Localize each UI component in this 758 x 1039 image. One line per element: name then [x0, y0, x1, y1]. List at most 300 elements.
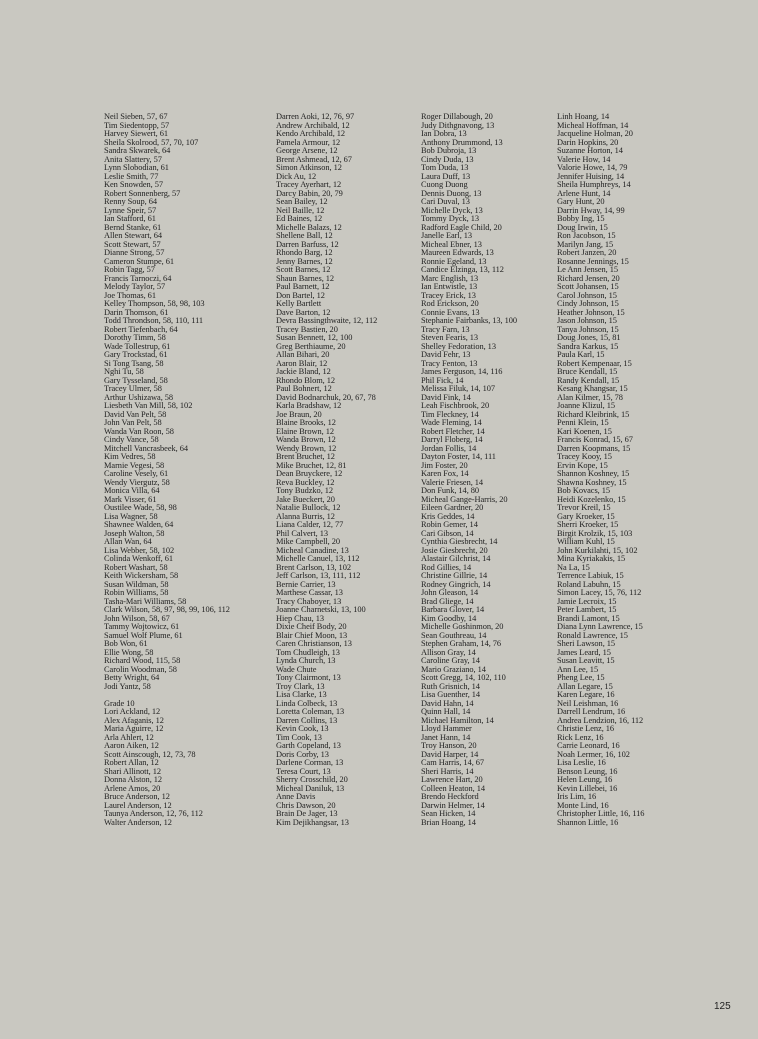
- index-entry: Darin Hopkins, 20: [557, 137, 619, 147]
- index-entry: Darwin Helmer, 14: [421, 800, 485, 810]
- index-entry: Robert Tiefenbach, 64: [104, 324, 178, 334]
- index-entry: Chris Dawson, 20: [276, 800, 336, 810]
- index-column-2: [276, 113, 377, 827]
- index-entry: Micheal Canadine, 13: [276, 545, 349, 555]
- index-entry: Robert Sonnenberg, 57: [104, 188, 181, 198]
- index-entry: John Kurkilahti, 15, 102: [557, 545, 638, 555]
- index-entry: Mina Kyriakakis, 15: [557, 554, 626, 563]
- index-entry: Joseph Walton, 58: [104, 528, 165, 538]
- page-number: 125: [714, 1001, 731, 1012]
- index-entry: Alan Kilmer, 15, 78: [557, 392, 623, 402]
- index-entry: Cindy Johnson, 15: [557, 299, 619, 308]
- index-entry: Kari Koenen, 15: [557, 426, 612, 436]
- index-entry: Caroline Vesely, 61: [104, 469, 169, 478]
- index-entry: Na La, 15: [557, 562, 590, 572]
- index-entry: Roger Dillabough, 20: [421, 112, 493, 121]
- index-entry: Dorothy Timm, 58: [104, 333, 166, 342]
- index-entry: Samuel Wolf Plume, 61: [104, 630, 183, 640]
- index-entry: Kelley Thompson, 58, 98, 103: [104, 299, 205, 308]
- index-entry: Michael Hamilton, 14: [421, 715, 494, 725]
- index-entry: Gary Hunt, 20: [557, 197, 605, 206]
- index-entry: Bob Dubroja, 13: [421, 146, 477, 155]
- index-entry: Darryl Floberg, 14: [421, 435, 483, 444]
- index-entry: Mike Campbell, 20: [276, 537, 341, 546]
- index-entry: Valerie Friesen, 14: [421, 477, 484, 487]
- index-entry: Jason Johnson, 15: [557, 316, 617, 325]
- index-entry: Dayton Foster, 14, 111: [421, 452, 496, 461]
- index-column-4: [557, 113, 644, 827]
- index-entry: Brendo Heckford: [421, 792, 479, 801]
- index-entry: Dixie Cheif Body, 20: [276, 622, 347, 631]
- index-entry: Shellene Ball, 12: [276, 231, 333, 240]
- index-entry: Taunya Anderson, 12, 76, 112: [104, 809, 203, 818]
- index-entry: Christie Lenz, 16: [557, 724, 615, 733]
- index-entry: Dave Barton, 12: [276, 307, 331, 317]
- index-entry: Tracey Bastien, 20: [276, 324, 338, 334]
- index-entry: Walter Anderson, 12: [104, 817, 172, 827]
- index-entry: Ellie Wong, 58: [104, 647, 154, 657]
- index-entry: Christine Gillrie, 14: [421, 571, 488, 580]
- index-entry: Gary Tysseland, 58: [104, 375, 168, 385]
- index-entry: Liana Calder, 12, 77: [276, 520, 344, 529]
- index-entry: Lisa Guenther, 14: [421, 690, 481, 699]
- index-entry: Janelle Earl, 13: [421, 231, 473, 240]
- index-entry: Le Ann Jensen, 15: [557, 265, 619, 274]
- index-entry: Rick Lenz, 16: [557, 732, 604, 742]
- index-entry: Leslie Smith, 77: [104, 171, 159, 181]
- index-entry: Jacqueline Holman, 20: [557, 129, 633, 138]
- index-entry: Dianne Strong, 57: [104, 248, 165, 257]
- index-entry: Doug Jones, 15, 81: [557, 333, 621, 342]
- index-entry: Arlene Hunt, 14: [557, 188, 611, 198]
- index-entry: Ruth Grisnich, 14: [421, 681, 480, 691]
- index-entry: Kesang Khangsar, 15: [557, 384, 628, 393]
- index-entry: Allan Bihari, 20: [276, 350, 330, 359]
- index-entry: Rod Erickson, 20: [421, 299, 479, 308]
- index-column-3: [421, 113, 517, 827]
- index-entry: Arla Ahlert, 12: [104, 732, 154, 742]
- index-entry: Carolin Woodman, 58: [104, 664, 177, 674]
- index-entry: Paula Karl, 15: [557, 350, 605, 359]
- index-entry: Monte Lind, 16: [557, 800, 609, 810]
- index-entry: Tom Chudleigh, 13: [276, 647, 340, 657]
- index-entry: Francis Konrad, 15, 67: [557, 435, 633, 444]
- index-entry: Robert Washart, 58: [104, 562, 168, 572]
- index-entry: Micheal Gange-Harris, 20: [421, 494, 508, 504]
- index-entry: Colleen Heaton, 14: [421, 783, 485, 793]
- index-entry: Sandra Skwarek, 64: [104, 146, 171, 155]
- index-entry: Lynda Church, 13: [276, 656, 336, 665]
- index-entry: Pamela Armour, 12: [276, 137, 341, 147]
- index-entry: Brian Hoang, 14: [421, 817, 476, 827]
- index-entry: Lisa Clarke, 13: [276, 690, 327, 699]
- index-entry: Jackie Bland, 12: [276, 367, 331, 376]
- index-entry: Allison Gray, 14: [421, 647, 476, 657]
- index-entry: Wade Fleming, 14: [421, 418, 482, 427]
- index-entry: Kendo Archibald, 12: [276, 129, 346, 138]
- index-entry: Quinn Hall, 14: [421, 707, 471, 716]
- index-entry: Darin Thomson, 61: [104, 307, 169, 317]
- index-entry: David Bodnarchuk, 20, 67, 78: [276, 392, 376, 402]
- index-entry: Darlene Corman, 13: [276, 758, 344, 767]
- index-entry: James Ferguson, 14, 116: [421, 367, 503, 376]
- index-entry: Doug Irwin, 15: [557, 222, 608, 232]
- index-entry: Jeff Carlson, 13, 111, 112: [276, 571, 361, 580]
- index-entry: Betty Wright, 64: [104, 673, 160, 682]
- index-entry: Karen Legare, 16: [557, 690, 615, 699]
- index-entry: Aaron Aiken, 12: [104, 741, 159, 750]
- index-entry: Reva Buckley, 12: [276, 477, 335, 487]
- index-entry: Suzanne Horton, 14: [557, 146, 623, 155]
- index-entry: Valorie Howe, 14, 79: [557, 163, 628, 172]
- index-entry: Robert Allan, 12: [104, 758, 159, 767]
- index-entry: Bob Kovacs, 15: [557, 486, 611, 495]
- index-entry: Sheri Lawson, 15: [557, 639, 616, 648]
- index-entry: Andrea Lendzion, 16, 112: [557, 715, 644, 725]
- index-entry: Simon Lacey, 15, 76, 112: [557, 588, 642, 597]
- index-entry: Rhondo Blom, 12: [276, 375, 336, 385]
- index-entry: Darren Collins, 13: [276, 715, 338, 725]
- index-entry: Caroline Gray, 14: [421, 656, 480, 665]
- index-entry: Robin Gemer, 14: [421, 520, 478, 529]
- index-entry: Doris Corby, 13: [276, 749, 329, 759]
- index-entry: Sean Bailey, 12: [276, 197, 328, 206]
- index-entry: Jim Foster, 20: [421, 460, 468, 470]
- index-entry: Shelley Fedoration, 13: [421, 341, 496, 351]
- index-entry: Ed Baines, 12: [276, 214, 323, 223]
- index-entry: Pheng Lee, 15: [557, 673, 605, 682]
- index-entry: Sheri Harris, 14: [421, 766, 474, 776]
- index-entry: Robin Williams, 58: [104, 588, 169, 597]
- index-entry: Michelle Goshinmon, 20: [421, 622, 504, 631]
- index-entry: Helen Leung, 16: [557, 775, 613, 784]
- index-entry: Shannon Koshney, 15: [557, 469, 630, 478]
- index-entry: Sandra Karkus, 15: [557, 341, 619, 351]
- index-entry: Diana Lynn Lawrence, 15: [557, 622, 643, 631]
- index-entry: Bernd Stanke, 61: [104, 222, 162, 232]
- index-entry: Valerie How, 14: [557, 154, 611, 164]
- index-entry: Micheal Hoffman, 14: [557, 120, 629, 130]
- index-entry: Nghi Tu, 58: [104, 367, 144, 376]
- index-entry: Brent Ashmead, 12, 67: [276, 154, 352, 164]
- index-entry: George Arsene, 12: [276, 146, 338, 155]
- index-entry: Tasha-Mari Williams, 58: [104, 596, 187, 606]
- index-entry: Susan Leavitt, 15: [557, 656, 615, 665]
- index-entry: Christopher Little, 16, 116: [557, 809, 645, 818]
- index-entry: Sean Gouthreau, 14: [421, 630, 487, 640]
- index-entry: Jodi Yantz, 58: [104, 681, 151, 691]
- index-entry: Dennis Duong, 13: [421, 188, 482, 198]
- index-entry: Paul Bohnert, 12: [276, 384, 332, 393]
- index-entry: Rosanne Jennings, 15: [557, 256, 629, 266]
- index-entry: Keith Wickersham, 58: [104, 571, 179, 580]
- index-entry: Neil Leishman, 16: [557, 698, 619, 708]
- index-entry: Tim Siedentopp, 57: [104, 120, 170, 130]
- index-entry: Bobby Ing, 15: [557, 214, 605, 223]
- index-entry: Iris Lim, 16: [557, 792, 597, 801]
- index-entry: Brad Gliege, 14: [421, 596, 474, 606]
- index-entry: Dean Bruyckere, 12: [276, 469, 343, 478]
- index-entry: Carol Johnson, 15: [557, 290, 617, 300]
- index-entry: Barbara Glover, 14: [421, 605, 485, 614]
- index-entry: Darren Koopmans, 15: [557, 443, 631, 453]
- index-entry: David Fehr, 13: [421, 350, 471, 359]
- index-entry: Devra Bassingthwaite, 12, 112: [276, 316, 378, 325]
- index-entry: Tracey Kooy, 15: [557, 452, 612, 461]
- index-entry: Heather Johnson, 15: [557, 307, 625, 317]
- index-entry: Leah Fischbrook, 20: [421, 401, 490, 410]
- index-entry: Penni Klein, 15: [557, 418, 609, 427]
- index-entry: Donna Alston, 12: [104, 775, 163, 784]
- index-entry: Mike Bruchet, 12, 81: [276, 460, 347, 470]
- index-entry: John Van Pelt, 58: [104, 418, 162, 427]
- index-entry: Robin Tagg, 57: [104, 265, 155, 274]
- index-entry: Jennifer Huising, 14: [557, 171, 625, 181]
- index-entry: Phil Fick, 14: [421, 375, 464, 385]
- index-entry: Kim Vedres, 58: [104, 452, 156, 461]
- index-entry: Todd Throndson, 58, 110, 111: [104, 316, 204, 325]
- index-entry: Carrie Leonard, 16: [557, 741, 620, 750]
- index-entry: Greg Berthiaume, 20: [276, 341, 346, 351]
- index-entry: Melody Taylor, 57: [104, 282, 166, 291]
- index-entry: Benson Leung, 16: [557, 766, 618, 776]
- index-entry: Stephen Graham, 14, 76: [421, 639, 502, 648]
- index-entry: Ervin Kope, 15: [557, 460, 608, 470]
- index-entry: Josie Giesbrecht, 20: [421, 545, 488, 555]
- index-entry: Joanne Charnetski, 13, 100: [276, 605, 366, 614]
- index-entry: Wanda Brown, 12: [276, 435, 336, 444]
- index-entry: Alex Afaganis, 12: [104, 715, 164, 725]
- index-entry: Jake Bueckert, 20: [276, 494, 335, 504]
- index-entry: Kim Dejikhangsar, 13: [276, 817, 349, 827]
- index-entry: Ann Lee, 15: [557, 664, 599, 674]
- index-entry: Francis Tarnoczi, 64: [104, 273, 172, 283]
- index-entry: Tracy Fenton, 13: [421, 358, 478, 368]
- index-entry: David Fink, 14: [421, 392, 471, 402]
- index-entry: Cari Duval, 13: [421, 197, 470, 206]
- index-entry: Candice Elzinga, 13, 112: [421, 265, 504, 274]
- index-entry: Brent Bruchet, 12: [276, 452, 335, 461]
- index-entry: Bruce Anderson, 12: [104, 792, 170, 801]
- index-entry: Jordan Follis, 14: [421, 443, 477, 453]
- index-entry: Tracey Erick, 13: [421, 290, 476, 300]
- index-entry: Richard Wood, 115, 58: [104, 656, 181, 665]
- index-entry: Peter Lambert, 15: [557, 605, 617, 614]
- index-entry: Brain De Jager, 13: [276, 809, 338, 818]
- index-entry: Bruce Kendall, 15: [557, 367, 618, 376]
- index-entry: Rhondo Barg, 12: [276, 248, 333, 257]
- index-entry: Natalie Bullock, 12: [276, 503, 341, 512]
- index-entry: Kelly Bartlett: [276, 299, 322, 308]
- index-entry: Eileen Gardner, 20: [421, 503, 484, 512]
- index-entry: Dick Au, 12: [276, 171, 317, 181]
- index-entry: Ian Dobra, 13: [421, 129, 467, 138]
- index-entry: Gary Kroeker, 15: [557, 511, 615, 521]
- index-entry: Allan Wan, 64: [104, 537, 152, 546]
- index-entry: Rod Gillies, 14: [421, 562, 472, 572]
- index-entry: Sherri Kroeker, 15: [557, 520, 619, 529]
- index-entry: Andrew Archibald, 12: [276, 120, 350, 130]
- index-entry: Cindy Vance, 58: [104, 435, 159, 444]
- index-entry: Kris Geddes, 14: [421, 511, 475, 521]
- index-entry: Mark Visser, 61: [104, 494, 157, 504]
- index-entry: Cindy Duda, 13: [421, 154, 474, 164]
- index-entry: Laura Duff, 13: [421, 171, 471, 181]
- index-entry: Tom Duda, 13: [421, 163, 469, 172]
- index-entry: Anne Davis: [276, 792, 316, 801]
- index-entry: Kevin Cook, 13: [276, 724, 329, 733]
- index-entry: Laurel Anderson, 12: [104, 800, 172, 810]
- index-entry: Steven Fearis, 13: [421, 333, 479, 342]
- index-entry: Tracey Ulmer, 58: [104, 384, 162, 393]
- index-entry: Trevor Kreil, 15: [557, 503, 611, 512]
- index-entry: Don Funk, 14, 80: [421, 486, 480, 495]
- index-entry: John Gleason, 14: [421, 588, 479, 597]
- index-entry: Bob Won, 61: [104, 639, 148, 648]
- index-entry: Shannon Little, 16: [557, 817, 619, 827]
- index-entry: Cynthia Giesbrecht, 14: [421, 537, 498, 546]
- index-entry: Renny Soup, 64: [104, 197, 158, 206]
- index-entry: Elaine Brown, 12: [276, 426, 335, 436]
- index-entry: Susan Bennett, 12, 100: [276, 333, 353, 342]
- index-entry: Teresa Court, 13: [276, 766, 331, 776]
- index-entry: Marc English, 13: [421, 273, 479, 283]
- index-entry: Brent Carlson, 13, 102: [276, 562, 351, 572]
- index-entry: Judy Dithgnavong, 13: [421, 120, 495, 130]
- index-entry: John Wilson, 58, 67: [104, 613, 170, 623]
- index-entry: Sherry Crosschild, 20: [276, 775, 348, 784]
- index-entry: Scott Johansen, 15: [557, 282, 619, 291]
- index-entry: Richard Kleibrink, 15: [557, 409, 630, 419]
- index-entry: Heidi Kozelenko, 15: [557, 494, 626, 504]
- index-entry: Tim Cook, 13: [276, 732, 322, 742]
- index-entry: Marilyn Jang, 15: [557, 239, 614, 249]
- index-entry: Simon Atkinson, 12: [276, 163, 342, 172]
- index-entry: Sheila Humphreys, 14: [557, 180, 631, 189]
- index-entry: Linh Hoang, 14: [557, 112, 610, 121]
- index-entry: Ian Stafford, 61: [104, 214, 156, 223]
- index-entry: Brandi Lamont, 15: [557, 613, 620, 623]
- index-entry: Scott Gregg, 14, 102, 110: [421, 673, 506, 682]
- index-entry: Alanna Burris, 12: [276, 511, 335, 521]
- index-entry: Tracy Chaboyer, 13: [276, 596, 342, 606]
- index-entry: Tony Clairmont, 13: [276, 673, 341, 682]
- index-entry: Si Tong Tsang, 58: [104, 358, 164, 368]
- index-entry: Garth Copeland, 13: [276, 741, 341, 750]
- index-entry: Clark Wilson, 58, 97, 98, 99, 106, 112: [104, 605, 230, 614]
- index-entry: Wendy Viergutz, 58: [104, 477, 170, 487]
- index-entry: Monica Villa, 64: [104, 486, 160, 495]
- index-entry: Darrin Hway, 14, 99: [557, 205, 625, 215]
- index-entry: Troy Clark, 13: [276, 681, 325, 691]
- index-entry: Lynn Slobodian, 61: [104, 163, 169, 172]
- index-entry: Allan Legare, 15: [557, 681, 613, 691]
- index-entry: Joe Braun, 20: [276, 409, 322, 419]
- index-entry: Arthur Ushizawa, 58: [104, 392, 174, 402]
- index-entry: Lori Ackland, 12: [104, 707, 161, 716]
- index-entry: Colinda Wenkoff, 61: [104, 554, 174, 563]
- index-entry: Robert Janzen, 20: [557, 248, 617, 257]
- index-entry: Tony Budzko, 12: [276, 486, 334, 495]
- index-entry: Mitchell Vancrasbeek, 64: [104, 443, 188, 453]
- index-entry: Paul Barnett, 12: [276, 282, 330, 291]
- index-entry: Tanya Johnson, 15: [557, 324, 619, 334]
- index-entry: Blaine Brooks, 12: [276, 418, 336, 427]
- index-entry: Joe Thomas, 61: [104, 290, 156, 300]
- index-entry: Tracy Farn, 13: [421, 324, 470, 334]
- index-entry: Micheal Daniluk, 13: [276, 783, 345, 793]
- index-entry: Shawnee Walden, 64: [104, 520, 174, 529]
- index-entry: Robert Kempenaar, 15: [557, 358, 632, 368]
- index-entry: Maureen Edwards, 13: [421, 248, 494, 257]
- index-entry: Jamie Lecroix, 15: [557, 596, 617, 606]
- index-entry: Wade Chute: [276, 664, 317, 674]
- index-entry: Jenny Barnes, 12: [276, 256, 333, 266]
- index-entry: Aaron Blair, 12: [276, 358, 328, 368]
- index-entry: Sheila Skolrood, 57, 70, 107: [104, 137, 199, 147]
- index-entry: Tammy Wojtowicz, 61: [104, 622, 180, 631]
- index-entry: Allen Stewart, 64: [104, 231, 162, 240]
- index-entry: Tommy Dyck, 13: [421, 214, 480, 223]
- index-entry: Tim Fleckney, 14: [421, 409, 479, 419]
- index-entry: Randy Kendall, 15: [557, 375, 620, 385]
- index-entry: Radford Eagle Child, 20: [421, 222, 502, 232]
- index-entry: Troy Hanson, 20: [421, 741, 477, 750]
- index-entry: Wade Tollestrup, 61: [104, 341, 171, 351]
- index-entry: Karen Fox, 14: [421, 469, 469, 478]
- index-entry: Cam Harris, 14, 67: [421, 758, 485, 767]
- index-entry: Melissa Filuk, 14, 107: [421, 384, 496, 393]
- index-entry: David Hahn, 14: [421, 698, 474, 708]
- index-entry: Darcy Babin, 20, 79: [276, 188, 343, 198]
- index-entry: Anthony Drummond, 13: [421, 137, 503, 147]
- index-entry: Scott Stewart, 57: [104, 239, 161, 249]
- index-entry: Cameron Stumpe, 61: [104, 256, 175, 266]
- index-entry: Richard Jensen, 20: [557, 273, 620, 283]
- index-entry: Oustilee Wade, 58, 98: [104, 503, 177, 512]
- index-entry: Kevin Lillebei, 16: [557, 783, 618, 793]
- index-entry: Robert Fletcher, 14: [421, 426, 485, 436]
- index-entry: Kim Goodby, 14: [421, 613, 477, 623]
- index-entry: Maria Aguirre, 12: [104, 724, 164, 733]
- index-entry: Lawrence Hart, 20: [421, 775, 483, 784]
- index-entry: Scott Barnes, 12: [276, 265, 331, 274]
- index-entry: Cuong Duong: [421, 180, 468, 189]
- section-heading: Grade 10: [104, 698, 135, 708]
- index-entry: Don Bartel, 12: [276, 290, 325, 300]
- index-entry: Neil Baille, 12: [276, 205, 325, 215]
- index-entry: Anita Slattery, 57: [104, 154, 162, 164]
- index-entry: Hiep Chau, 13: [276, 613, 324, 623]
- index-entry: Arlene Amos, 20: [104, 783, 161, 793]
- index-entry: Roland Labuhn, 15: [557, 579, 621, 589]
- index-entry: David Van Pelt, 58: [104, 409, 167, 419]
- index-entry: Wanda Van Roon, 58: [104, 426, 174, 436]
- index-entry: Ronald Lawrence, 15: [557, 630, 628, 640]
- index-entry: Rodney Gingrich, 14: [421, 579, 491, 589]
- index-entry: William Kuhl, 15: [557, 537, 615, 546]
- index-entry: Michelle Canuel, 13, 112: [276, 554, 360, 563]
- index-entry: Darren Barfuss, 12: [276, 239, 339, 249]
- index-entry: Ronnie Egeland, 13: [421, 256, 487, 266]
- index-entry: Bernie Carrier, 13: [276, 579, 336, 589]
- index-entry: Connie Evans, 13: [421, 307, 480, 317]
- index-entry: Lynne Speir, 57: [104, 205, 157, 215]
- index-entry: Tracey Ayerhart, 12: [276, 180, 342, 189]
- index-entry: Darrell Lendrum, 16: [557, 707, 626, 716]
- index-entry: Loretta Coleman, 13: [276, 707, 345, 716]
- index-entry: Cari Gibson, 14: [421, 528, 474, 538]
